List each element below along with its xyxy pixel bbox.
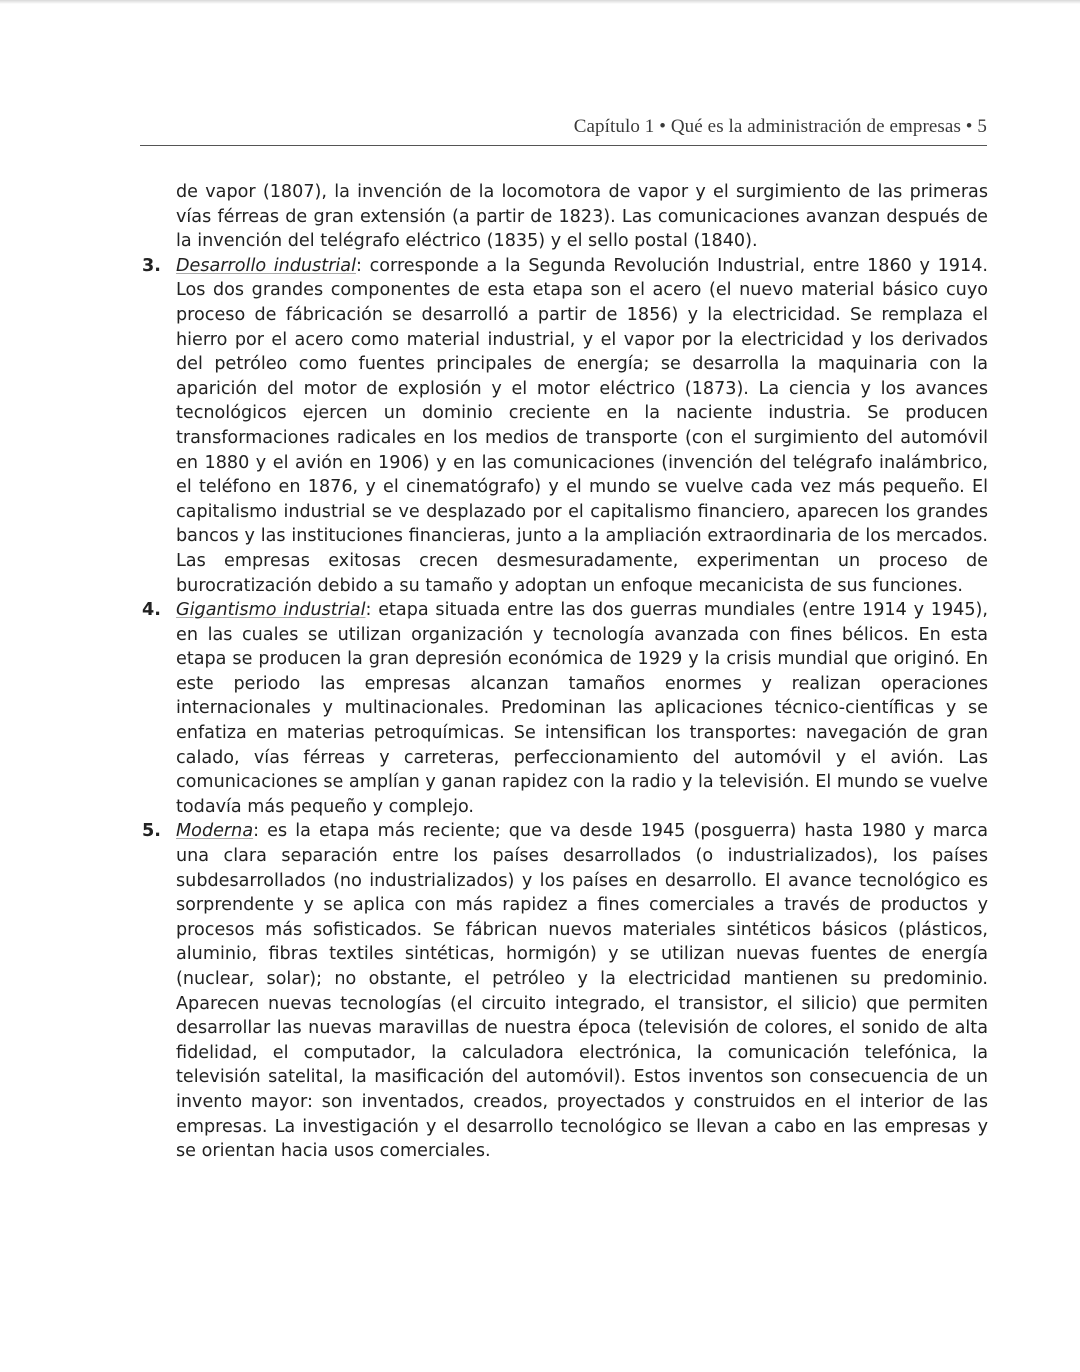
body-text <box>142 180 988 1164</box>
item-term: Moderna <box>176 821 254 842</box>
page-top-edge <box>0 0 1080 4</box>
list-item-5 <box>142 819 988 1163</box>
continuation-paragraph: de vapor (1807), la invención de la locomotora de vapor y el surgimiento de las primeras vías férreas de gran extensión (a partir de 1823). Las comunicaciones avanzan después de la invención del telégrafo eléctrico (1835) y el sello postal (1840). <box>176 182 988 252</box>
item-number: 5. <box>142 821 161 842</box>
header-rule <box>140 145 987 146</box>
list-item-4 <box>142 598 988 819</box>
item-text: : es la etapa más reciente; que va desde 1945 (posguerra) hasta 1980 y marca una clara separación entre los países desarrollados (o industrializados), los países subdesarrollados (no industrializados) y los países en desarrollo. El avance tecnológico es sorprendente y se aplica con más rapidez a fines comerciales a través de productos y procesos más sofisticados. Se fábrican nuevos materiales sintéticos básicos (plásticos, aluminio, fibras textiles sintéticas, hormigón) y se utilizan nuevas fuentes de energía (nuclear, solar); no obstante, el petróleo y la electricidad mantienen su predominio. Aparecen nuevas tecnologías (el circuito integrado, el transistor, el silicio) que permiten desarrollar las nuevas maravillas de nuestra época (televisión de colores, el sonido de alta fidelidad, el computador, la calculadora electrónica, la comunicación telefónica, la televisión satelital, la masificación del automóvil). Estos inventos son consecuencia de un invento mayor: son inventados, creados, proyectados y construidos en el interior de las empresas. La investigación y el desarrollo tecnológico se llevan a cabo en las empresas y se orientan hacia usos comerciales. <box>176 821 988 1162</box>
item-number: 4. <box>142 600 161 621</box>
running-head: Capítulo 1 • Qué es la administración de empresas • 5 <box>573 116 987 137</box>
item-term: Desarrollo industrial <box>176 255 356 276</box>
item-text: : etapa situada entre las dos guerras mundiales (entre 1914 y 1945), en las cuales se utilizan organización y tecnología avanzada con fines bélicos. En esta etapa se producen la gran depresión económica de 1929 y la crisis mundial que originó. En este periodo las empresas alcanzan tamaños enormes y realizan operaciones internacionales y multinacionales. Predominan las aplicaciones técnico-científicas y se enfatiza en materias petroquímicas. Se intensifican los transportes: navegación de gran calado, vías férreas y carreteras, perfeccionamiento del automóvil y el avión. Las comunicaciones se amplían y ganan rapidez con la radio y la televisión. El mundo se vuelve todavía más pequeño y complejo. <box>176 600 988 817</box>
item-text: : corresponde a la Segunda Revolución Industrial, entre 1860 y 1914. Los dos grandes componentes de esta etapa son el acero (el nuevo material básico cuyo proceso de fábricación se desarrolló a partir de 1856) y la electricidad. Se remplaza el hierro por el acero como material industrial, y el vapor por la electricidad y los derivados del petróleo como fuentes principales de energía; se desarrolla la maquinaria con la aparición del motor de explosión y el motor eléctrico (1873). La ciencia y los avances tecnológicos ejercen un dominio creciente en la naciente industria. Se producen transformaciones radicales en los medios de transporte (con el surgimiento del automóvil en 1880 y el avión en 1906) y en las comunicaciones (invención del telégrafo inalámbrico, el teléfono en 1876, y el cinematógrafo) y el mundo se vuelve cada vez más pequeño. El capitalismo industrial se ve desplazado por el capitalismo financiero, aparecen los grandes bancos y las instituciones financieras, junto a la ampliación extraordinaria de los mercados. Las empresas exitosas crecen desmesuradamente, experimentan un proceso de burocratización debido a su tamaño y adoptan un enfoque mecanicista de sus funciones. <box>176 255 988 596</box>
list-item-3 <box>142 254 988 598</box>
item-number: 3. <box>142 255 161 276</box>
item-term: Gigantismo industrial <box>176 600 366 621</box>
